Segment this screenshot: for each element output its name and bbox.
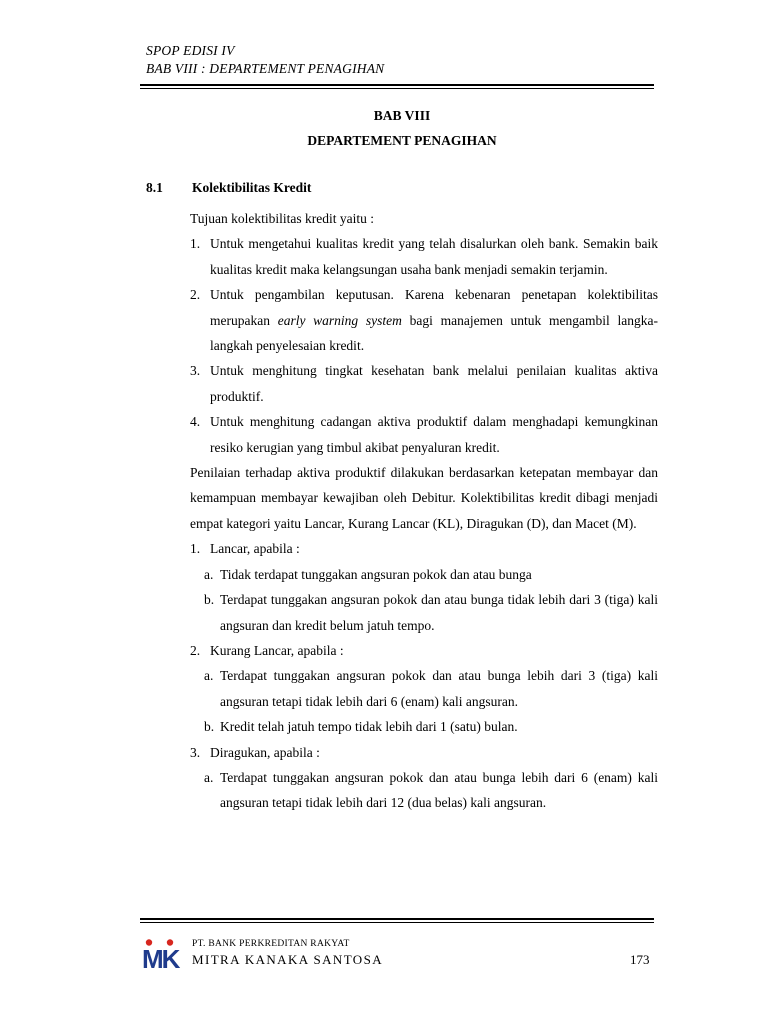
category-item-text: Tidak terdapat tunggakan angsuran pokok dan atau bunga: [220, 566, 532, 582]
footer-rule: [140, 918, 654, 920]
goal-text: Untuk mengetahui kualitas kredit yang telah disalurkan oleh bank. Semakin baik kualitas kredit maka kelangsungan usaha bank menjadi semakin terjamin.: [210, 236, 658, 277]
logo-letters: MK: [142, 944, 179, 969]
category-item: [190, 663, 658, 714]
chapter-label: BAB VIII: [373, 108, 431, 123]
category-item-letter: a.: [204, 668, 214, 684]
section-body: [190, 206, 658, 816]
footer-rule-thin: [140, 922, 654, 923]
category-item: [190, 562, 658, 587]
goal-number: 2.: [190, 287, 201, 303]
goal-text-italic: early warning system: [277, 312, 402, 328]
header-chapter: BAB VIII : DEPARTEMENT PENAGIHAN: [146, 61, 385, 76]
goal-text: Untuk menghitung tingkat kesehatan bank melalui penilaian kualitas aktiva produktif.: [210, 363, 658, 404]
category-number: 1.: [190, 541, 201, 557]
category-title: Kurang Lancar, apabila :: [210, 642, 344, 658]
category-item-text: Terdapat tunggakan angsuran pokok dan atau bunga lebih dari 6 (enam) kali angsuran tetapi tidak lebih dari 12 (dua belas) kali angsuran.: [220, 769, 658, 811]
header-rule-thin: [140, 88, 654, 89]
goal-text-part: Untuk pengambilan keputusan. Karena kebenaran penetapan kolektibilitas merupakan: [210, 287, 658, 328]
category-heading: [190, 638, 658, 663]
goal-item: [190, 409, 658, 460]
category-item-letter: a.: [204, 566, 214, 582]
header-rule: [140, 84, 654, 86]
header-edition: SPOP EDISI IV: [146, 43, 235, 58]
bank-logo: [142, 939, 186, 969]
category-title: Lancar, apabila :: [210, 541, 300, 557]
category-number: 3.: [190, 744, 201, 760]
assessment-paragraph: Penilaian terhadap aktiva produktif dilakukan berdasarkan ketepatan membayar dan kemampuan membayar kewajiban oleh Debitur. Kolektibilitas kredit dibagi menjadi empat kategori yaitu Lancar, Kurang Lancar (KL), Diragukan (D), dan Macet (M).: [190, 465, 658, 531]
goal-text: Untuk menghitung cadangan aktiva produktif dalam menghadapi kemungkinan resiko kerugian yang timbul akibat penyaluran kredit.: [210, 414, 658, 455]
category-heading: [190, 536, 658, 561]
category-item: [190, 587, 658, 638]
chapter-title: DEPARTEMENT PENAGIHAN: [307, 133, 497, 148]
category-item-letter: b.: [204, 719, 215, 735]
goal-number: 4.: [190, 414, 201, 430]
category-item-text: Terdapat tunggakan angsuran pokok dan atau bunga tidak lebih dari 3 (tiga) kali angsuran dan kredit belum jatuh tempo.: [220, 592, 658, 633]
running-header: [146, 42, 384, 78]
category-item: [190, 765, 658, 816]
category-item-text: Kredit telah jatuh tempo tidak lebih dari 1 (satu) bulan.: [220, 719, 518, 735]
section-intro: Tujuan kolektibilitas kredit yaitu :: [190, 211, 374, 226]
goal-item: [190, 282, 658, 358]
section-title: Kolektibilitas Kredit: [192, 180, 312, 195]
goal-item: [190, 231, 658, 282]
category-item-letter: b.: [204, 592, 215, 608]
category-item-letter: a.: [204, 769, 214, 785]
goal-number: 3.: [190, 363, 201, 379]
goal-number: 1.: [190, 236, 201, 252]
category-heading: [190, 740, 658, 765]
goal-text: [210, 282, 658, 358]
category-title: Diragukan, apabila :: [210, 744, 320, 760]
bank-name: MITRA KANAKA SANTOSA: [192, 952, 384, 967]
goal-item: [190, 358, 658, 409]
section-number: 8.1: [146, 180, 163, 195]
goal-text-part: bagi manajemen untuk mengambil langka-langkah penyelesaian kredit.: [210, 312, 658, 354]
category-number: 2.: [190, 642, 201, 658]
category-item: [190, 714, 658, 739]
page-number: 173: [630, 952, 650, 967]
category-item-text: Terdapat tunggakan angsuran pokok dan atau bunga lebih dari 3 (tiga) kali angsuran tetapi tidak lebih dari 6 (enam) kali angsuran.: [220, 668, 658, 709]
bank-type: PT. BANK PERKREDITAN RAKYAT: [192, 939, 350, 949]
